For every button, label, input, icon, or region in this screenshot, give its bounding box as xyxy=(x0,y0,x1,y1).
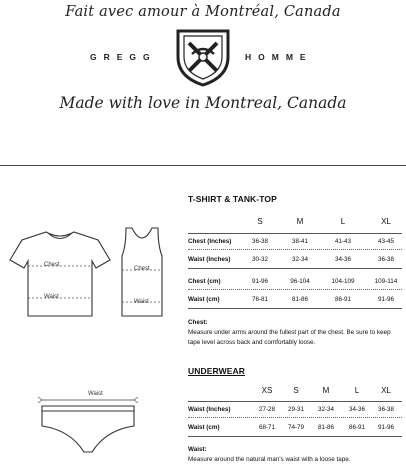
tshirt-row-label: Chest (Inches) xyxy=(188,238,232,245)
size-header-xs: XS xyxy=(261,386,273,395)
table-rule xyxy=(188,308,402,309)
tshirt-row-label: Waist (cm) xyxy=(188,296,220,303)
table-cell: 96-104 xyxy=(290,278,310,285)
table-cell: 91-96 xyxy=(377,424,395,431)
table-cell: 81-86 xyxy=(291,296,309,303)
chest-note-title: Chest: xyxy=(188,319,208,326)
table-cell: 30-32 xyxy=(251,256,269,263)
tshirt-row-label: Chest (cm) xyxy=(188,278,221,285)
crest-logo-icon xyxy=(174,27,232,87)
table-cell: 91-96 xyxy=(377,296,395,303)
table-rule xyxy=(188,436,402,437)
brief-waist-label: Waist xyxy=(88,391,103,397)
size-header-l: L xyxy=(354,386,360,395)
table-cell: 91-96 xyxy=(251,278,269,285)
table-cell: 68-71 xyxy=(258,424,276,431)
underwear-row-label: Waist (cm) xyxy=(188,424,220,431)
underwear-row-label: Waist (Inches) xyxy=(188,406,231,413)
chest-note-text: Measure under arms around the fullest part of the chest. Be sure to keep tape level across back and comfortably loose. xyxy=(188,329,391,346)
table-cell: 38-41 xyxy=(291,238,309,245)
table-cell: 27-28 xyxy=(258,406,276,413)
size-header-l: L xyxy=(340,217,346,226)
table-cell: 41-43 xyxy=(334,238,352,245)
table-cell: 104-109 xyxy=(331,278,355,285)
table-rule xyxy=(188,233,402,234)
tshirt-section-title: T-SHIRT & TANK-TOP xyxy=(188,194,277,204)
table-cell: 74-79 xyxy=(287,424,305,431)
table-rule xyxy=(188,268,402,269)
size-header-xl: XL xyxy=(381,217,391,226)
waist-note-title: Waist: xyxy=(188,446,207,453)
table-cell: 34-36 xyxy=(348,406,366,413)
size-header-m: M xyxy=(296,217,304,226)
table-rule xyxy=(188,249,402,250)
table-rule xyxy=(188,289,402,290)
table-cell: 109-114 xyxy=(374,278,398,285)
table-cell: 76-81 xyxy=(251,296,269,303)
table-cell: 36-38 xyxy=(251,238,269,245)
tshirt-chest-label: Chest xyxy=(44,262,60,268)
brief-illustration xyxy=(36,396,140,462)
tshirt-illustration xyxy=(8,228,112,320)
waist-note-text: Measure around the natural man's waist with a loose tape. xyxy=(188,456,351,463)
underwear-section-title: UNDERWEAR xyxy=(188,366,245,376)
tagline-french: Fait avec amour à Montréal, Canada xyxy=(65,4,341,20)
tanktop-chest-label: Chest xyxy=(134,266,150,272)
table-cell: 81-86 xyxy=(317,424,335,431)
table-cell: 29-31 xyxy=(287,406,305,413)
size-header-xl: XL xyxy=(381,386,391,395)
tshirt-waist-label: Waist xyxy=(44,294,59,300)
table-rule xyxy=(188,401,402,402)
section-divider xyxy=(0,165,406,166)
size-header-s: S xyxy=(257,217,263,226)
table-cell: 36-38 xyxy=(377,256,395,263)
table-cell: 32-34 xyxy=(317,406,335,413)
brand-name-left: GREGG xyxy=(90,52,157,62)
table-cell: 32-34 xyxy=(291,256,309,263)
table-cell: 43-45 xyxy=(377,238,395,245)
table-cell: 86-91 xyxy=(334,296,352,303)
table-cell: 86-91 xyxy=(348,424,366,431)
table-cell: 34-36 xyxy=(334,256,352,263)
tshirt-row-label: Waist (Inches) xyxy=(188,256,231,263)
brand-name-right: HOMME xyxy=(245,52,313,62)
tagline-english: Made with love in Montreal, Canada xyxy=(59,94,347,112)
table-cell: 36-38 xyxy=(377,406,395,413)
size-header-s: S xyxy=(293,386,299,395)
size-header-m: M xyxy=(322,386,330,395)
tanktop-waist-label: Waist xyxy=(134,299,149,305)
table-rule xyxy=(188,417,402,418)
